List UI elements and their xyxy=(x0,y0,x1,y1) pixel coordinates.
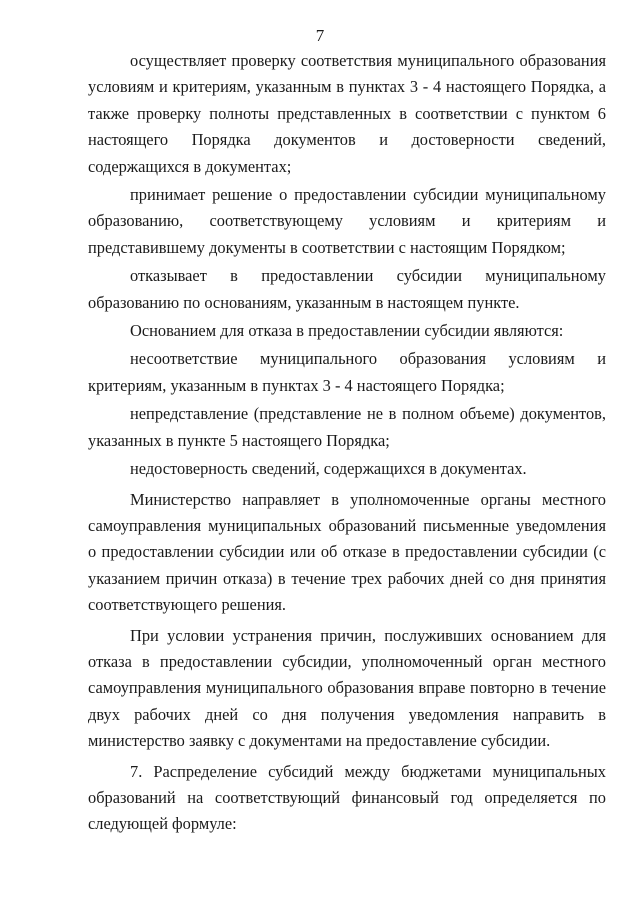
paragraph-refusal-grounds-intro: Основанием для отказа в предоставлении субсидии являются: xyxy=(130,321,564,341)
paragraph-verification: осуществляет проверку соответствия муниципального образования условиям и критериям, указанным в пунктах 3 - 4 настоящего Порядка, а также проверку полноты представленных в соответствии с пунктом 6 настоящего Порядка документов и достоверности сведений, содержащихся в документах; xyxy=(88,51,606,176)
paragraph-ground-noncompliance: несоответствие муниципального образования условиям и критериям, указанным в пунктах 3 - 4 настоящего Порядка; xyxy=(88,349,606,395)
page-number: 7 xyxy=(315,26,325,45)
paragraph-ground-missing-documents: непредставление (представление не в полном объеме) документов, указанных в пункте 5 настоящего Порядка; xyxy=(88,404,606,450)
paragraph-ministry-notification: Министерство направляет в уполномоченные органы местного самоуправления муниципальных образований письменные уведомления о предоставлении субсидии или об отказе в предоставлении субсидии (с указанием причин отказа) в течение трех рабочих дней со дня принятия соответствующего решения. xyxy=(88,489,606,615)
paragraph-distribution-formula: 7. Распределение субсидий между бюджетами муниципальных образований на соответствующий финансовый год определяется по следующей формуле: xyxy=(88,761,606,834)
paragraph-decision-refuse: отказывает в предоставлении субсидии муниципальному образованию по основаниям, указанным в настоящем пункте. xyxy=(88,266,606,312)
paragraph-resubmission: При условии устранения причин, послуживших основанием для отказа в предоставлении субсидии, уполномоченный орган местного самоуправления муниципального образования вправе повторно в течение двух рабочих дней со дня получения уведомления направить в министерство заявку с документами на предоставление субсидии. xyxy=(88,625,606,751)
paragraph-ground-unreliable-data: недостоверность сведений, содержащихся в документах. xyxy=(130,459,527,479)
document-body xyxy=(88,48,606,838)
paragraph-decision-grant: принимает решение о предоставлении субсидии муниципальному образованию, соответствующему условиям и критериям и представившему документы в соответствии с настоящим Порядком; xyxy=(88,185,606,257)
